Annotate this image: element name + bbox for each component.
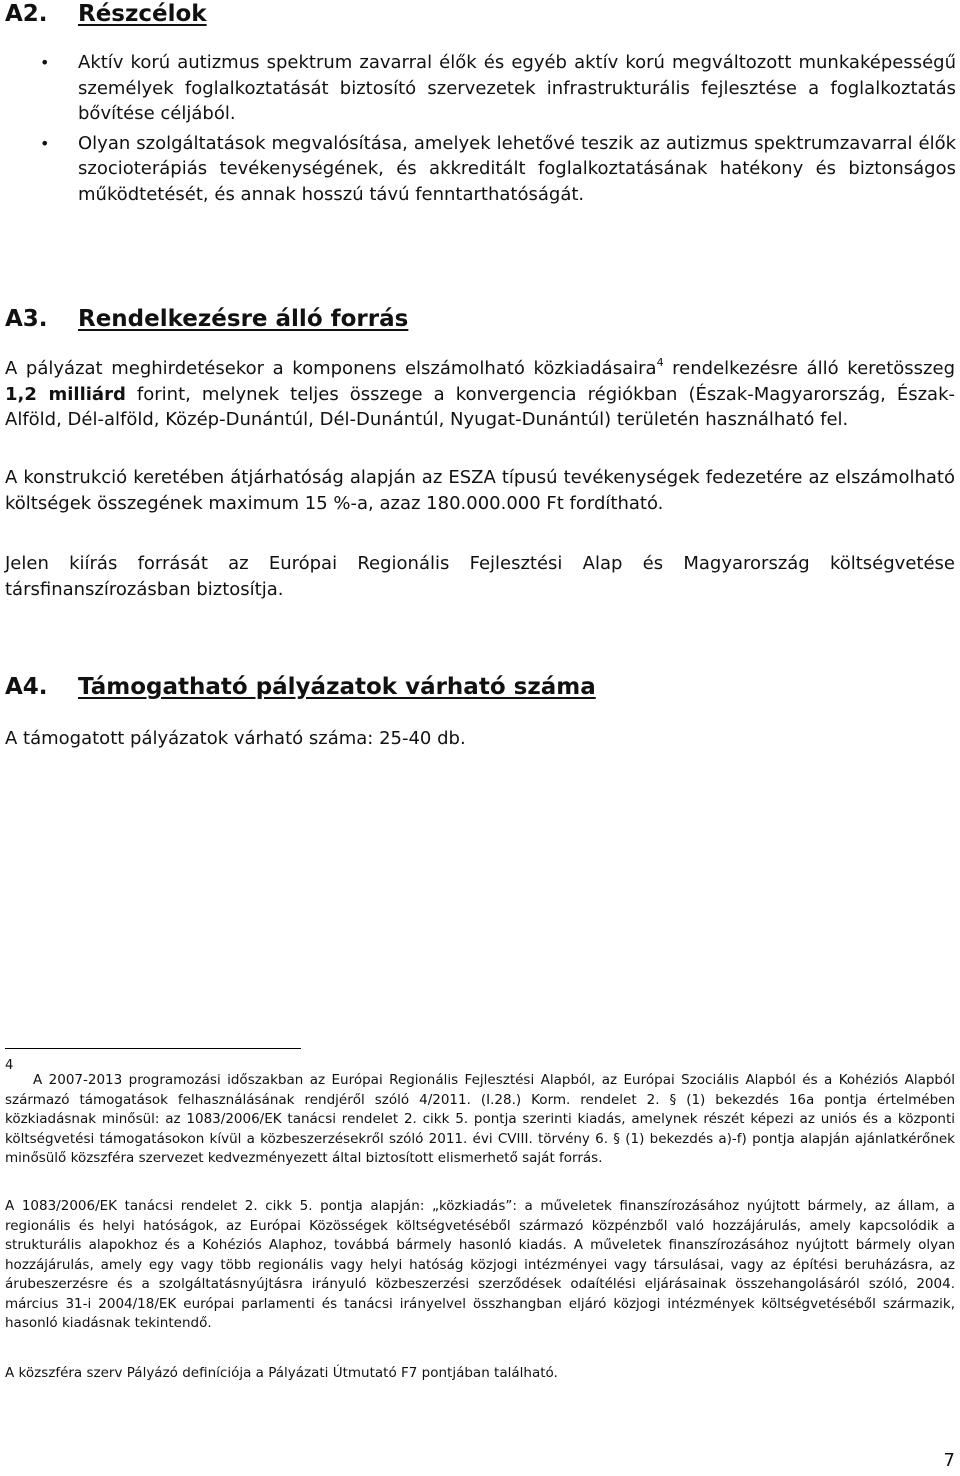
bullet-text: Olyan szolgáltatások megvalósítása, amelyek lehetővé teszik az autizmus spektrumzavarral élők szocioterápiás tevékenységének, és akkreditált foglalkoztatásának hatékony és biztonságos működtetését, és annak hosszú távú fenntarthatóságát. bbox=[78, 132, 956, 205]
list-item bbox=[0, 131, 960, 208]
footnote-paragraph-1: A 2007-2013 programozási időszakban az Európai Regionális Fejlesztési Alapból, az Európai Szociális Alapból és a Kohéziós Alapból származó támogatások felhasználásának rendjéről szóló 4/2011. (I.28.) Korm. rendelet 2. § (1) bekezdés 16a pontja értelmében közkiadásnak minősül: az 1083/2006/EK tanácsi rendelet 2. cikk 5. pontja szerinti kiadás, amelynek részét képezi az uniós és a központi költségvetési támogatásokon kívül a közbeszerzésekről szóló 2011. évi CVIII. törvény 6. § (1) bekezdés a)-f) pontja alapján ajánlatkérőnek minősülő közszféra szervezet kedvezményezett által biztosított elismerhető saját forrás. bbox=[5, 1072, 955, 1166]
page-number: 7 bbox=[943, 1450, 955, 1471]
a3-paragraph-2: A konstrukció keretében átjárhatóság alapján az ESZA típusú tevékenységek fedezetére az elszámolható költségek összegének maximum 15 %-a, azaz 180.000.000 Ft fordítható. bbox=[5, 467, 955, 514]
footnote-number: 4 bbox=[5, 1058, 14, 1073]
bullet-text: Aktív korú autizmus spektrum zavarral élők és egyéb aktív korú megváltozott munkaképességű személyek foglalkoztatását biztosító szervezetek infrastrukturális fejlesztése a foglalkoztatás bővítése céljából. bbox=[78, 52, 956, 124]
section-title: Rendelkezésre álló forrás bbox=[78, 306, 409, 332]
footnote-paragraph-2: A 1083/2006/EK tanácsi rendelet 2. cikk 5. pontja alapján: „közkiadás”: a műveletek finanszírozásához nyújtott bármely, az állam, a regionális és helyi hatóságok, az Európai Közösségek költségvetéséből származó közpénzből való hozzájárulás, amely kapcsolódik a strukturális alapokhoz és a Kohéziós Alaphoz, továbbá bármely hasonló kiadás. A műveletek finanszírozásához nyújtott bármely olyan hozzájárulás, amely egy vagy több regionális vagy helyi hatóság közjogi intézményei vagy társulásai, vagy az építési beruházásra, az árubeszerzésre és a szolgáltatásnyújtásra irányuló közbeszerzési szerződések odaítélési eljárásainak összehangolásáról szóló, 2004. március 31-i 2004/18/EK európai parlamenti és tanácsi irányelvel összhangban eljáró közjogi intézmények költségvetéséből származik, hasonló kiadásnak tekintendő. bbox=[5, 1198, 955, 1331]
heading-a4 bbox=[5, 673, 596, 701]
list-item bbox=[0, 50, 960, 127]
section-number: A4. bbox=[5, 674, 48, 700]
heading-a2 bbox=[5, 0, 207, 28]
text-run: rendelkezésre álló keretösszeg bbox=[663, 358, 955, 379]
footnote-reference: 4 bbox=[656, 356, 664, 369]
a4-paragraph-1: A támogatott pályázatok várható száma: 25-40 db. bbox=[5, 728, 466, 749]
heading-a3 bbox=[5, 305, 408, 333]
footnote-separator bbox=[5, 1048, 301, 1049]
bullet-icon: • bbox=[40, 133, 50, 153]
a3-paragraph-3: Jelen kiírás forrását az Európai Regionális Fejlesztési Alap és Magyarország költségvetése társfinanszírozásban biztosítja. bbox=[5, 553, 955, 600]
bullet-icon: • bbox=[40, 53, 50, 72]
text-run: A pályázat meghirdetésekor a komponens elszámolható közkiadásaira bbox=[5, 358, 657, 379]
section-number: A3. bbox=[5, 306, 48, 332]
a3-paragraph-1 bbox=[5, 356, 955, 433]
amount-highlight: 1,2 milliárd bbox=[5, 383, 126, 405]
footnote-paragraph-3: A közszféra szerv Pályázó definíciója a Pályázati Útmutató F7 pontjában található. bbox=[5, 1365, 558, 1381]
section-title: Részcélok bbox=[78, 1, 207, 27]
section-title: Támogatható pályázatok várható száma bbox=[78, 674, 596, 700]
text-run: forint, melynek teljes összege a konvergencia régiókban (Észak-Magyarország, Észak-Alföld, Dél-alföld, Közép-Dunántúl, Dél-Dunántúl, Nyugat-Dunántúl) területén használható fel. bbox=[5, 383, 955, 430]
a2-bullet-list bbox=[0, 50, 960, 211]
section-number: A2. bbox=[5, 1, 48, 27]
